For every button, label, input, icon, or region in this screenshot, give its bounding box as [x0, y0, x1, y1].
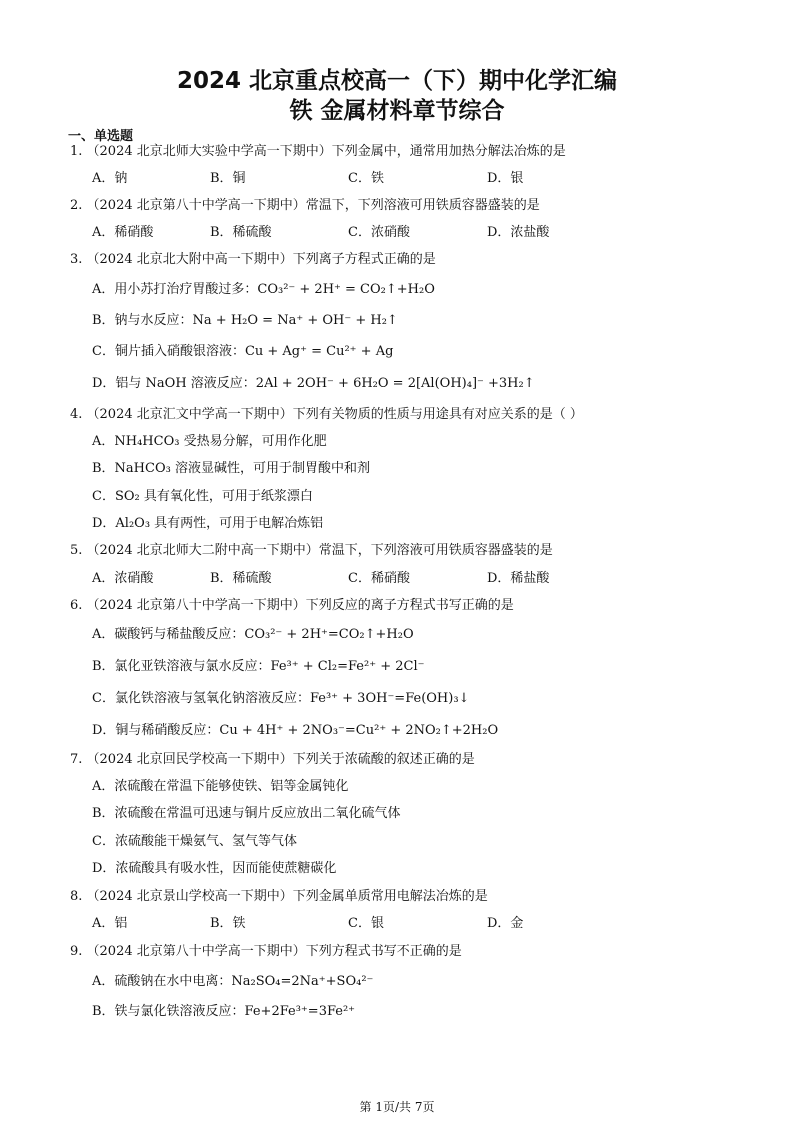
question-7-stem: 7. （2024 北京回民学校高一下期中）下列关于浓硫酸的叙述正确的是	[70, 752, 475, 767]
section-heading: 一、单选题	[68, 129, 134, 144]
question-6-option-c: C．氯化铁溶液与氢氧化钠溶液反应：Fe³⁺ + 3OH⁻=Fe(OH)₃↓	[92, 691, 470, 706]
question-6-option-b: B．氯化亚铁溶液与氯水反应：Fe³⁺ + Cl₂=Fe²⁺ + 2Cl⁻	[92, 659, 425, 674]
question-3-stem: 3. （2024 北京北大附中高一下期中）下列离子方程式正确的是	[70, 252, 436, 267]
question-5-option-a: A．浓硝酸	[92, 571, 154, 586]
question-4-option-d: D．Al₂O₃ 具有两性，可用于电解冶炼铝	[92, 516, 324, 531]
page-number: 第 1页/共 7页	[359, 1100, 435, 1114]
question-4-stem: 4. （2024 北京汇文中学高一下期中）下列有关物质的性质与用途具有对应关系的是（ ）	[70, 407, 583, 422]
question-7-option-a: A．浓硫酸在常温下能够使铁、铝等金属钝化	[92, 779, 349, 794]
question-5-option-d: D．稀盐酸	[487, 571, 550, 586]
question-1-option-a: A．钠	[92, 171, 128, 186]
question-1-option-b: B．铜	[210, 171, 246, 186]
question-1-option-c: C．铁	[348, 171, 384, 186]
question-2-option-b: B．稀硫酸	[210, 225, 272, 240]
question-6-option-d: D．铜与稀硝酸反应：Cu + 4H⁺ + 2NO₃⁻=Cu²⁺ + 2NO₂↑+2H₂O	[92, 723, 499, 738]
page-subtitle: 铁 金属材料章节综合	[289, 98, 505, 124]
question-9-stem: 9. （2024 北京第八十中学高一下期中）下列方程式书写不正确的是	[70, 944, 462, 959]
question-8-option-c: C．银	[348, 916, 384, 931]
question-7-option-d: D．浓硫酸具有吸水性，因而能使蔗糖碳化	[92, 861, 337, 876]
question-5-option-c: C．稀硝酸	[348, 571, 410, 586]
question-2-option-a: A．稀硝酸	[92, 225, 154, 240]
question-6-stem: 6. （2024 北京第八十中学高一下期中）下列反应的离子方程式书写正确的是	[70, 598, 514, 613]
question-8-option-b: B．铁	[210, 916, 246, 931]
question-2-stem: 2. （2024 北京第八十中学高一下期中）常温下，下列溶液可用铁质容器盛装的是	[70, 198, 540, 213]
question-2-option-d: D．浓盐酸	[487, 225, 550, 240]
question-8-stem: 8. （2024 北京景山学校高一下期中）下列金属单质常用电解法冶炼的是	[70, 889, 488, 904]
question-7-option-c: C．浓硫酸能干燥氨气、氢气等气体	[92, 834, 297, 849]
question-3-option-a: A．用小苏打治疗胃酸过多：CO₃²⁻ + 2H⁺ = CO₂↑+H₂O	[92, 282, 435, 297]
page-title: 2024 北京重点校高一（下）期中化学汇编	[176, 68, 618, 94]
question-4-option-c: C．SO₂ 具有氧化性，可用于纸浆漂白	[92, 489, 313, 504]
question-6-option-a: A．碳酸钙与稀盐酸反应：CO₃²⁻ + 2H⁺=CO₂↑+H₂O	[92, 627, 414, 642]
question-5-stem: 5. （2024 北京北师大二附中高一下期中）常温下，下列溶液可用铁质容器盛装的是	[70, 543, 553, 558]
question-3-option-b: B．钠与水反应：Na + H₂O = Na⁺ + OH⁻ + H₂↑	[92, 313, 398, 328]
question-8-option-d: D．金	[487, 916, 524, 931]
question-3-option-d: D．铝与 NaOH 溶液反应：2Al + 2OH⁻ + 6H₂O = 2[Al(OH)₄]⁻ +3H₂↑	[92, 376, 535, 391]
question-9-option-b: B．铁与氯化铁溶液反应：Fe+2Fe³⁺=3Fe²⁺	[92, 1004, 356, 1019]
question-1-option-d: D．银	[487, 171, 524, 186]
question-4-option-a: A．NH₄HCO₃ 受热易分解，可用作化肥	[92, 434, 327, 449]
question-9-option-a: A．硫酸钠在水中电离：Na₂SO₄=2Na⁺+SO₄²⁻	[92, 974, 374, 989]
question-4-option-b: B．NaHCO₃ 溶液显碱性，可用于制胃酸中和剂	[92, 461, 370, 476]
question-3-option-c: C．铜片插入硝酸银溶液：Cu + Ag⁺ = Cu²⁺ + Ag	[92, 344, 394, 359]
question-8-option-a: A．铝	[92, 916, 128, 931]
question-7-option-b: B．浓硫酸在常温可迅速与铜片反应放出二氧化硫气体	[92, 806, 401, 821]
question-5-option-b: B．稀硫酸	[210, 571, 272, 586]
question-2-option-c: C．浓硝酸	[348, 225, 410, 240]
question-1-stem: 1. （2024 北京北师大实验中学高一下期中）下列金属中，通常用加热分解法冶炼的是	[70, 144, 566, 159]
